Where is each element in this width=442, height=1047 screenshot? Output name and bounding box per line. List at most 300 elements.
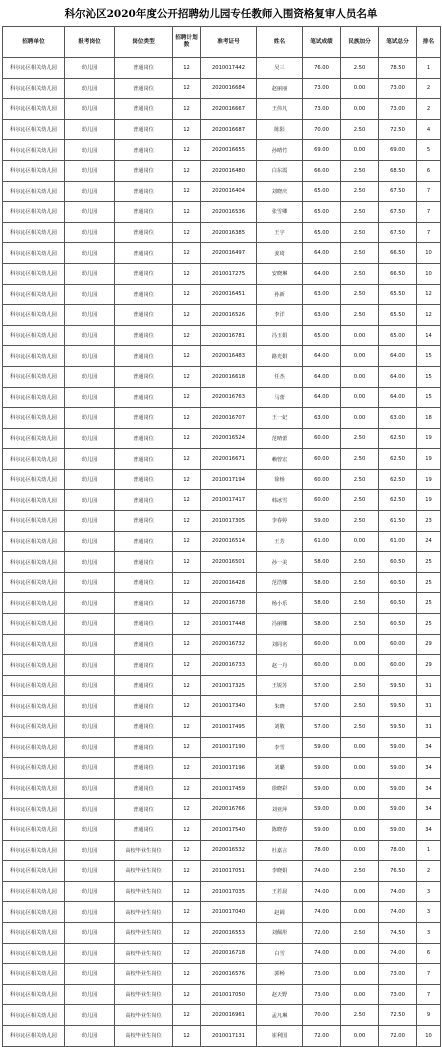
cell-total-score: 72.00 [379,1025,417,1046]
cell-plan-count: 12 [173,305,201,326]
cell-written-score: 72.00 [303,922,341,943]
cell-name: 李晓娟 [257,861,303,882]
cell-ethnic-bonus: 2.50 [341,58,379,79]
cell-plan-count: 12 [173,799,201,820]
table-row [3,531,441,552]
cell-ethnic-bonus: 0.00 [341,778,379,799]
cell-unit: 科尔沁区相关幼儿园 [3,263,65,284]
cell-position-type: 普通岗位 [115,366,173,387]
cell-ticket-number: 2020016514 [201,531,257,552]
cell-written-score: 59.00 [303,758,341,779]
cell-position-type: 高校毕业生岗位 [115,1005,173,1026]
table-row [3,99,441,120]
table-row [3,943,441,964]
cell-rank: 3 [417,902,441,923]
cell-name: 郭畅 [257,964,303,985]
cell-rank: 19 [417,428,441,449]
cell-plan-count: 12 [173,861,201,882]
cell-ethnic-bonus: 0.00 [341,840,379,861]
cell-written-score: 60.00 [303,634,341,655]
cell-total-score: 62.50 [379,469,417,490]
cell-total-score: 73.00 [379,984,417,1005]
cell-ticket-number: 2020016501 [201,552,257,573]
cell-rank: 23 [417,511,441,532]
cell-written-score: 58.00 [303,552,341,573]
cell-ticket-number: 2010017340 [201,696,257,717]
cell-total-score: 62.50 [379,428,417,449]
cell-total-score: 59.00 [379,737,417,758]
cell-rank: 34 [417,758,441,779]
cell-name: 韩冰雪 [257,490,303,511]
results-table [2,26,441,1047]
cell-name: 冯丽娜 [257,614,303,635]
cell-unit: 科尔沁区相关幼儿园 [3,1005,65,1026]
cell-plan-count: 12 [173,490,201,511]
cell-position-type: 高校毕业生岗位 [115,964,173,985]
cell-ticket-number: 2020016738 [201,593,257,614]
cell-plan-count: 12 [173,99,201,120]
cell-plan-count: 12 [173,119,201,140]
cell-plan-count: 12 [173,840,201,861]
cell-unit: 科尔沁区相关幼儿园 [3,58,65,79]
cell-ticket-number: 2010017495 [201,717,257,738]
cell-rank: 19 [417,449,441,470]
cell-plan-count: 12 [173,922,201,943]
cell-plan-count: 12 [173,984,201,1005]
cell-position-type: 普通岗位 [115,284,173,305]
cell-written-score: 65.00 [303,202,341,223]
table-row [3,160,441,181]
cell-position-type: 普通岗位 [115,696,173,717]
cell-ticket-number: 2020016687 [201,119,257,140]
cell-rank: 9 [417,1005,441,1026]
cell-total-score: 78.00 [379,840,417,861]
cell-position-type: 普通岗位 [115,819,173,840]
cell-written-score: 61.00 [303,531,341,552]
cell-position-type: 普通岗位 [115,202,173,223]
table-row [3,1025,441,1046]
cell-position: 幼儿园 [65,737,115,758]
cell-plan-count: 12 [173,243,201,264]
cell-written-score: 64.00 [303,366,341,387]
header-total-score: 笔试总分 [379,27,417,58]
cell-ethnic-bonus: 2.50 [341,572,379,593]
table-row [3,202,441,223]
cell-name: 安晓琳 [257,263,303,284]
header-position: 报考岗位 [65,27,115,58]
cell-plan-count: 12 [173,758,201,779]
cell-unit: 科尔沁区相关幼儿园 [3,531,65,552]
cell-ticket-number: 2020016576 [201,964,257,985]
cell-unit: 科尔沁区相关幼儿园 [3,1025,65,1046]
header-name: 姓名 [257,27,303,58]
cell-position-type: 普通岗位 [115,717,173,738]
cell-ethnic-bonus: 0.00 [341,408,379,429]
cell-total-score: 67.50 [379,181,417,202]
cell-ticket-number: 2020016483 [201,346,257,367]
cell-position-type: 普通岗位 [115,655,173,676]
cell-total-score: 61.50 [379,511,417,532]
cell-position-type: 普通岗位 [115,160,173,181]
cell-written-score: 58.00 [303,593,341,614]
cell-written-score: 73.00 [303,964,341,985]
table-row [3,922,441,943]
cell-total-score: 64.00 [379,387,417,408]
cell-rank: 7 [417,222,441,243]
cell-plan-count: 12 [173,531,201,552]
cell-position: 幼儿园 [65,902,115,923]
cell-ticket-number: 2020016763 [201,387,257,408]
cell-total-score: 66.50 [379,263,417,284]
cell-position: 幼儿园 [65,1005,115,1026]
cell-written-score: 59.00 [303,737,341,758]
table-row [3,778,441,799]
cell-name: 李春婷 [257,511,303,532]
cell-total-score: 65.50 [379,305,417,326]
cell-plan-count: 12 [173,181,201,202]
cell-unit: 科尔沁区相关幼儿园 [3,552,65,573]
cell-rank: 25 [417,593,441,614]
cell-rank: 19 [417,490,441,511]
cell-plan-count: 12 [173,366,201,387]
cell-position-type: 普通岗位 [115,531,173,552]
cell-rank: 5 [417,140,441,161]
cell-ethnic-bonus: 2.50 [341,284,379,305]
cell-ethnic-bonus: 0.00 [341,799,379,820]
cell-ethnic-bonus: 0.00 [341,346,379,367]
cell-written-score: 63.00 [303,305,341,326]
cell-name: 李洋 [257,305,303,326]
cell-ethnic-bonus: 0.00 [341,737,379,758]
cell-ticket-number: 2010017035 [201,881,257,902]
cell-ethnic-bonus: 2.50 [341,160,379,181]
cell-position: 幼儿园 [65,408,115,429]
cell-rank: 12 [417,284,441,305]
table-row [3,655,441,676]
cell-name: 赖曾宏 [257,449,303,470]
cell-rank: 31 [417,717,441,738]
cell-ticket-number: 2010017275 [201,263,257,284]
cell-unit: 科尔沁区相关幼儿园 [3,634,65,655]
cell-plan-count: 12 [173,1025,201,1046]
cell-name: 陈阳 [257,119,303,140]
table-row [3,840,441,861]
cell-written-score: 74.00 [303,881,341,902]
cell-name: 王芳 [257,531,303,552]
table-row [3,614,441,635]
cell-written-score: 57.00 [303,717,341,738]
cell-position-type: 高校毕业生岗位 [115,840,173,861]
cell-total-score: 69.00 [379,140,417,161]
cell-total-score: 74.50 [379,922,417,943]
cell-plan-count: 12 [173,943,201,964]
cell-total-score: 72.50 [379,119,417,140]
cell-ticket-number: 2020016404 [201,181,257,202]
table-row [3,284,441,305]
cell-written-score: 65.00 [303,325,341,346]
cell-position: 幼儿园 [65,160,115,181]
cell-unit: 科尔沁区相关幼儿园 [3,160,65,181]
cell-ethnic-bonus: 0.00 [341,99,379,120]
cell-position: 幼儿园 [65,717,115,738]
cell-ethnic-bonus: 2.50 [341,614,379,635]
cell-ticket-number: 2020016618 [201,366,257,387]
cell-plan-count: 12 [173,428,201,449]
cell-name: 杜嘉言 [257,840,303,861]
cell-plan-count: 12 [173,737,201,758]
cell-plan-count: 12 [173,58,201,79]
table-row [3,861,441,882]
cell-position: 幼儿园 [65,140,115,161]
cell-plan-count: 12 [173,881,201,902]
table-row [3,490,441,511]
cell-position: 幼儿园 [65,366,115,387]
cell-rank: 29 [417,634,441,655]
header-row [3,27,441,58]
table-row [3,902,441,923]
cell-rank: 1 [417,58,441,79]
cell-rank: 2 [417,99,441,120]
cell-written-score: 65.00 [303,181,341,202]
cell-written-score: 60.00 [303,490,341,511]
cell-rank: 25 [417,552,441,573]
cell-ticket-number: 2010017442 [201,58,257,79]
cell-unit: 科尔沁区相关幼儿园 [3,408,65,429]
cell-unit: 科尔沁区相关幼儿园 [3,964,65,985]
cell-plan-count: 12 [173,408,201,429]
cell-unit: 科尔沁区相关幼儿园 [3,346,65,367]
cell-written-score: 58.00 [303,614,341,635]
cell-position: 幼儿园 [65,78,115,99]
cell-unit: 科尔沁区相关幼儿园 [3,449,65,470]
cell-unit: 科尔沁区相关幼儿园 [3,758,65,779]
table-row [3,634,441,655]
cell-ticket-number: 2020016707 [201,408,257,429]
cell-position: 幼儿园 [65,675,115,696]
cell-total-score: 74.00 [379,943,417,964]
cell-unit: 科尔沁区相关幼儿园 [3,284,65,305]
cell-position-type: 普通岗位 [115,181,173,202]
cell-ethnic-bonus: 2.50 [341,861,379,882]
cell-position: 幼儿园 [65,696,115,717]
cell-ticket-number: 2010017459 [201,778,257,799]
cell-total-score: 60.50 [379,572,417,593]
table-row [3,243,441,264]
cell-total-score: 73.00 [379,964,417,985]
cell-position-type: 普通岗位 [115,490,173,511]
cell-name: 徐晓彩 [257,778,303,799]
cell-unit: 科尔沁区相关幼儿园 [3,222,65,243]
cell-written-score: 64.00 [303,243,341,264]
cell-position-type: 普通岗位 [115,799,173,820]
table-row [3,119,441,140]
cell-position: 幼儿园 [65,263,115,284]
cell-total-score: 76.50 [379,861,417,882]
cell-position-type: 普通岗位 [115,614,173,635]
cell-rank: 25 [417,614,441,635]
cell-rank: 15 [417,387,441,408]
cell-rank: 34 [417,737,441,758]
cell-position: 幼儿园 [65,222,115,243]
cell-name: 王若晨 [257,881,303,902]
cell-rank: 6 [417,160,441,181]
cell-position-type: 普通岗位 [115,552,173,573]
cell-position: 幼儿园 [65,202,115,223]
table-row [3,428,441,449]
cell-name: 赵丽丽 [257,78,303,99]
cell-total-score: 66.50 [379,243,417,264]
cell-position-type: 普通岗位 [115,572,173,593]
cell-written-score: 74.00 [303,861,341,882]
cell-ethnic-bonus: 2.50 [341,511,379,532]
cell-written-score: 70.00 [303,1005,341,1026]
cell-written-score: 59.00 [303,778,341,799]
table-row [3,819,441,840]
cell-ethnic-bonus: 0.00 [341,819,379,840]
cell-ticket-number: 2020016497 [201,243,257,264]
cell-name: 刘同名 [257,634,303,655]
cell-unit: 科尔沁区相关幼儿园 [3,922,65,943]
cell-unit: 科尔沁区相关幼儿园 [3,387,65,408]
table-row [3,881,441,902]
cell-name: 崔利国 [257,1025,303,1046]
cell-unit: 科尔沁区相关幼儿园 [3,202,65,223]
cell-ticket-number: 2010017196 [201,758,257,779]
cell-rank: 3 [417,881,441,902]
cell-ethnic-bonus: 0.00 [341,325,379,346]
cell-position: 幼儿园 [65,881,115,902]
cell-ticket-number: 2020016732 [201,634,257,655]
cell-unit: 科尔沁区相关幼儿园 [3,984,65,1005]
cell-name: 姜琦 [257,243,303,264]
cell-position-type: 高校毕业生岗位 [115,943,173,964]
cell-rank: 34 [417,799,441,820]
cell-position: 幼儿园 [65,840,115,861]
cell-ticket-number: 2020016655 [201,140,257,161]
cell-written-score: 59.00 [303,799,341,820]
cell-total-score: 59.50 [379,675,417,696]
cell-position-type: 普通岗位 [115,449,173,470]
cell-name: 刘璐 [257,758,303,779]
cell-ticket-number: 2020016532 [201,840,257,861]
header-written-score: 笔试成绩 [303,27,341,58]
table-row [3,222,441,243]
cell-ethnic-bonus: 2.50 [341,922,379,943]
cell-written-score: 73.00 [303,78,341,99]
cell-unit: 科尔沁区相关幼儿园 [3,840,65,861]
cell-name: 孙晴竹 [257,140,303,161]
table-row [3,717,441,738]
cell-position-type: 普通岗位 [115,119,173,140]
cell-plan-count: 12 [173,346,201,367]
cell-ethnic-bonus: 0.00 [341,531,379,552]
cell-rank: 31 [417,675,441,696]
cell-rank: 10 [417,263,441,284]
cell-position-type: 高校毕业生岗位 [115,984,173,1005]
cell-ticket-number: 2010017050 [201,984,257,1005]
cell-written-score: 78.00 [303,840,341,861]
cell-position-type: 高校毕业生岗位 [115,861,173,882]
cell-rank: 18 [417,408,441,429]
table-row [3,469,441,490]
cell-plan-count: 12 [173,325,201,346]
cell-name: 王锐苏 [257,675,303,696]
cell-written-score: 74.00 [303,943,341,964]
cell-plan-count: 12 [173,78,201,99]
cell-ticket-number: 2010017540 [201,819,257,840]
cell-ethnic-bonus: 0.00 [341,655,379,676]
cell-written-score: 57.00 [303,696,341,717]
cell-written-score: 58.00 [303,572,341,593]
table-row [3,984,441,1005]
cell-ethnic-bonus: 0.00 [341,902,379,923]
cell-total-score: 60.00 [379,655,417,676]
cell-position: 幼儿园 [65,511,115,532]
header-unit: 招聘单位 [3,27,65,58]
cell-total-score: 62.50 [379,490,417,511]
cell-ticket-number: 2010017194 [201,469,257,490]
cell-written-score: 64.00 [303,263,341,284]
cell-name: 范晴蕾 [257,428,303,449]
cell-ticket-number: 2010017417 [201,490,257,511]
cell-position-type: 普通岗位 [115,758,173,779]
table-row [3,799,441,820]
cell-ticket-number: 2020016733 [201,655,257,676]
cell-position-type: 普通岗位 [115,675,173,696]
cell-name: 王一妃 [257,408,303,429]
cell-position: 幼儿园 [65,243,115,264]
cell-ethnic-bonus: 0.00 [341,634,379,655]
cell-position-type: 普通岗位 [115,263,173,284]
cell-rank: 29 [417,655,441,676]
cell-unit: 科尔沁区相关幼儿园 [3,881,65,902]
cell-total-score: 59.00 [379,799,417,820]
cell-total-score: 60.50 [379,593,417,614]
header-ticket-number: 准考证号 [201,27,257,58]
cell-unit: 科尔沁区相关幼儿园 [3,78,65,99]
cell-position-type: 普通岗位 [115,243,173,264]
table-row [3,758,441,779]
cell-total-score: 61.00 [379,531,417,552]
cell-ethnic-bonus: 2.50 [341,469,379,490]
cell-ethnic-bonus: 2.50 [341,675,379,696]
table-row [3,78,441,99]
cell-position: 幼儿园 [65,469,115,490]
cell-position-type: 普通岗位 [115,305,173,326]
cell-written-score: 73.00 [303,984,341,1005]
cell-ethnic-bonus: 2.50 [341,552,379,573]
cell-unit: 科尔沁区相关幼儿园 [3,655,65,676]
cell-unit: 科尔沁区相关幼儿园 [3,428,65,449]
cell-rank: 15 [417,346,441,367]
cell-position: 幼儿园 [65,778,115,799]
cell-name: 徐杨 [257,469,303,490]
cell-rank: 7 [417,984,441,1005]
header-rank: 排名 [417,27,441,58]
cell-position-type: 普通岗位 [115,469,173,490]
cell-total-score: 73.00 [379,78,417,99]
cell-total-score: 59.00 [379,778,417,799]
cell-name: 路光娟 [257,346,303,367]
cell-total-score: 67.50 [379,202,417,223]
cell-plan-count: 12 [173,511,201,532]
table-row [3,572,441,593]
table-row [3,408,441,429]
table-row [3,346,441,367]
cell-unit: 科尔沁区相关幼儿园 [3,119,65,140]
cell-unit: 科尔沁区相关幼儿园 [3,778,65,799]
cell-unit: 科尔沁区相关幼儿园 [3,99,65,120]
